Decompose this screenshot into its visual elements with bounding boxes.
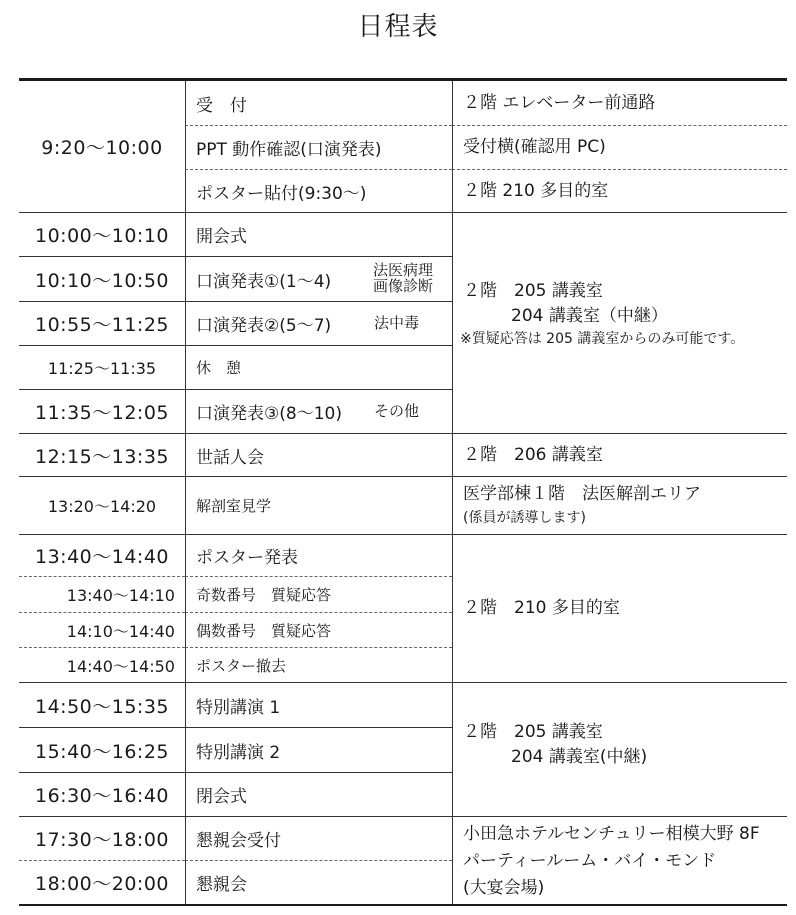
event-cell: 偶数番号 質疑応答 xyxy=(185,612,452,647)
location-cell xyxy=(452,81,787,125)
location-cell xyxy=(452,169,787,212)
location-line: 医学部棟１階 法医解剖エリア xyxy=(463,484,701,504)
location-cell xyxy=(452,125,787,169)
table-bottom-border xyxy=(19,904,787,906)
event-cell: 閉会式 xyxy=(185,772,452,816)
time-cell: 14:40～14:50 xyxy=(19,647,185,682)
location-cell xyxy=(452,212,787,433)
location-line: ２階 210 多目的室 xyxy=(463,180,609,201)
event-cell: 口演発表③(8～10) xyxy=(185,389,452,433)
location-line: パーティールーム・バイ・モンド xyxy=(463,851,717,871)
time-cell: 11:35～12:05 xyxy=(19,389,185,433)
location-line: 204 講義室（中継） xyxy=(511,306,668,326)
category-tag: その他 xyxy=(374,402,420,420)
event-cell: ポスター発表 xyxy=(185,534,452,576)
location-line: ２階 206 講義室 xyxy=(463,444,603,465)
location-cell xyxy=(452,534,787,682)
time-cell: 12:15～13:35 xyxy=(19,433,185,476)
event-cell: ポスター撤去 xyxy=(185,647,452,682)
event-cell: 解剖室見学 xyxy=(185,476,452,534)
event-cell: 口演発表②(5～7) xyxy=(185,301,452,345)
time-cell: 14:10～14:40 xyxy=(19,612,185,647)
event-cell: 受 付 xyxy=(185,81,452,125)
location-line: (係員が誘導します) xyxy=(463,510,586,526)
location-line: ２階 205 講義室 xyxy=(463,722,603,742)
location-line: 受付横(確認用 PC) xyxy=(463,137,606,157)
event-cell: 開会式 xyxy=(185,212,452,256)
location-cell xyxy=(452,433,787,476)
event-label: 口演発表①(1～4) xyxy=(196,271,332,292)
time-cell: 10:55～11:25 xyxy=(19,301,185,345)
location-cell xyxy=(452,476,787,534)
location-line: ２階 205 講義室 xyxy=(463,281,603,301)
location-line: 204 講義室(中継) xyxy=(511,747,648,767)
page-title: 日程表 xyxy=(357,12,439,42)
location-line: ２階 210 多目的室 xyxy=(463,598,620,618)
time-cell: 10:00～10:10 xyxy=(19,212,185,256)
location-cell xyxy=(452,682,787,816)
location-cell xyxy=(452,816,787,904)
event-cell: ポスター貼付(9:30～) xyxy=(185,169,452,212)
location-line: (大宴会場) xyxy=(463,878,545,898)
event-cell: 特別講演 2 xyxy=(185,727,452,772)
event-cell: PPT 動作確認(口演発表) xyxy=(185,125,452,169)
time-cell: 13:40～14:10 xyxy=(19,576,185,612)
time-cell: 13:40～14:40 xyxy=(19,534,185,576)
time-cell: 15:40～16:25 xyxy=(19,727,185,772)
time-cell: 13:20～14:20 xyxy=(19,476,185,534)
event-cell: 奇数番号 質疑応答 xyxy=(185,576,452,612)
time-cell: 14:50～15:35 xyxy=(19,682,185,727)
category-tag-line: 画像診断 xyxy=(373,277,434,295)
category-tag-line: 法医病理 xyxy=(373,261,434,279)
event-cell: 休 憩 xyxy=(185,345,452,389)
location-line: 小田急ホテルセンチュリー相模大野 8F xyxy=(463,824,760,844)
event-cell: 世話人会 xyxy=(185,433,452,476)
time-cell: 18:00～20:00 xyxy=(19,860,185,904)
time-cell: 17:30～18:00 xyxy=(19,816,185,860)
location-note: ※質疑応答は 205 講義室からのみ可能です。 xyxy=(460,331,745,347)
event-cell: 特別講演 1 xyxy=(185,682,452,727)
time-cell: 9:20～10:00 xyxy=(41,137,163,159)
location-line: ２階 エレベーター前通路 xyxy=(463,92,656,113)
category-tag xyxy=(373,262,433,294)
time-cell: 16:30～16:40 xyxy=(19,772,185,816)
time-cell: 10:10～10:50 xyxy=(19,256,185,301)
event-cell: 懇親会 xyxy=(185,860,452,904)
event-cell: 懇親会受付 xyxy=(185,816,452,860)
time-cell: 11:25～11:35 xyxy=(19,345,185,389)
category-tag: 法中毒 xyxy=(374,314,420,332)
